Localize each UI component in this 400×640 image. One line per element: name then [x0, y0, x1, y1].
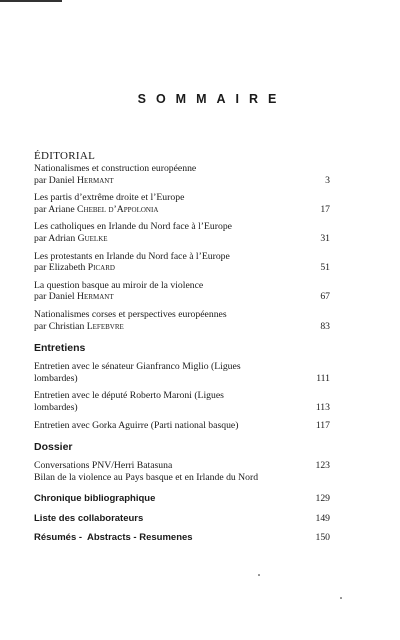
- toc-entry-author: par Daniel Hermant: [34, 174, 114, 186]
- toc-entry-collaborateurs[interactable]: [34, 513, 330, 525]
- toc-entry-editorial-6[interactable]: [34, 309, 330, 332]
- toc-entry-editorial-1[interactable]: [34, 163, 330, 186]
- toc-entry-author: par Ariane Chebel d’Appolonia: [34, 203, 159, 215]
- toc-entry-entretien-3[interactable]: [34, 420, 330, 432]
- toc-entry-entretien-2[interactable]: [34, 390, 330, 413]
- toc-entry-title: Chronique bibliographique: [34, 493, 156, 505]
- toc-entry-page: 149: [315, 512, 330, 524]
- toc-entry-title: Résumés - Abstracts - Resumenes: [34, 532, 193, 544]
- toc-entry-title: Conversations PNV/Herri Batasuna: [34, 460, 173, 472]
- toc-entry-title: Entretien avec Gorka Aguirre (Parti national basque): [34, 419, 239, 431]
- toc-entry-editorial-4[interactable]: [34, 251, 330, 274]
- toc-entry-resumes[interactable]: [34, 532, 330, 544]
- toc-entry-page: 129: [315, 493, 330, 505]
- top-rule: [0, 0, 62, 2]
- editorial-label: ÉDITORIAL: [34, 150, 96, 162]
- section-heading-entretiens: Entretiens: [34, 342, 86, 355]
- toc-entry-author: par Adrian Guelke: [34, 232, 108, 244]
- toc-entry-title: Les catholiques en Irlande du Nord face à l’Europe: [34, 221, 232, 233]
- toc-entry-editorial-5[interactable]: [34, 280, 330, 303]
- toc-entry-title: Les partis d’extrême droite et l’Europe: [34, 192, 185, 204]
- toc-entry-entretien-1[interactable]: [34, 361, 330, 384]
- toc-entry-title: Bilan de la violence au Pays basque et en Irlande du Nord: [34, 471, 259, 483]
- toc-entry-page: 3: [325, 174, 330, 186]
- toc-entry-editorial-3[interactable]: [34, 221, 330, 244]
- toc-entry-editorial-2[interactable]: [34, 192, 330, 215]
- toc-entry-title: Les protestants en Irlande du Nord face à l’Europe: [34, 250, 230, 262]
- toc-entry-title: Liste des collaborateurs: [34, 512, 144, 524]
- section-heading-dossier: Dossier: [34, 441, 73, 454]
- table-of-contents: [34, 150, 330, 544]
- toc-entry-title: La question basque au miroir de la violence: [34, 279, 204, 291]
- toc-entry-page: 113: [315, 401, 330, 413]
- toc-entry-page: 150: [315, 532, 330, 544]
- page-title: SOMMAIRE: [137, 92, 287, 106]
- toc-entry-author: par Elizabeth Picard: [34, 262, 115, 274]
- toc-entry-page: 111: [316, 372, 330, 384]
- toc-entry-dossier-2[interactable]: [34, 472, 330, 484]
- toc-entry-title: Entretien avec le député Roberto Maroni (Ligues: [34, 390, 224, 402]
- toc-entry-author: par Daniel Hermant: [34, 291, 114, 303]
- toc-entry-page: 83: [320, 320, 330, 332]
- toc-entry-title-cont: lombardes): [34, 401, 78, 413]
- toc-entry-page: 67: [320, 291, 330, 303]
- toc-entry-title: Entretien avec le sénateur Gianfranco Miglio (Ligues: [34, 361, 241, 373]
- toc-entry-title: Nationalismes corses et perspectives européennes: [34, 308, 227, 320]
- scan-speck: [258, 574, 260, 576]
- toc-entry-page: 123: [315, 460, 330, 472]
- toc-entry-chronique[interactable]: [34, 493, 330, 505]
- toc-entry-page: 51: [320, 262, 330, 274]
- toc-entry-author: par Christian Lefebvre: [34, 320, 124, 332]
- toc-entry-dossier-1[interactable]: [34, 460, 330, 472]
- toc-entry-page: 117: [315, 419, 330, 431]
- toc-entry-page: 17: [320, 203, 330, 215]
- toc-entry-page: 31: [320, 232, 330, 244]
- scan-speck: [340, 597, 342, 599]
- toc-entry-title: Nationalismes et construction européenne: [34, 163, 197, 174]
- toc-entry-title-cont: lombardes): [34, 372, 78, 384]
